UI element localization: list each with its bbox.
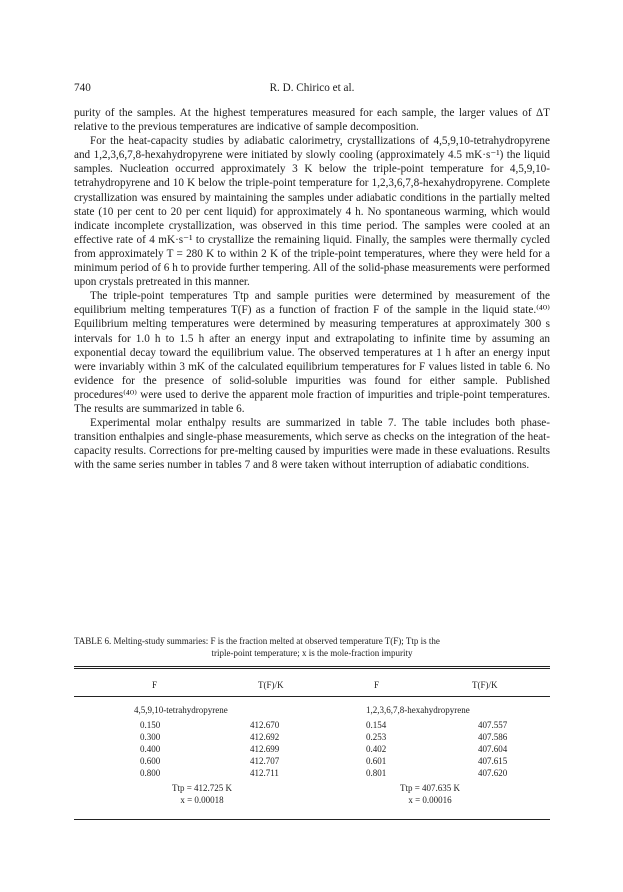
table-cell: 407.620 — [478, 768, 508, 778]
table-caption-line: triple-point temperature; x is the mole-fraction impurity — [211, 647, 413, 658]
table-top-rule — [74, 668, 550, 669]
paragraph: The triple-point temperatures Ttp and sample purities were determined by measurement of the equilibrium melting temperatures T(F) as a function of fraction F of the sample in the liquid state.⁽⁴⁰⁾ Equilibrium melting temperatures were determined by measuring temperatures at approximately 300 s intervals for 1.0 h to 1.5 h after an energy input and extrapolating to infinite time by assuming an exponential decay toward the equilibrium value. The observed temperatures at 1 h after an energy input were invariably within 3 mK of the calculated equilibrium temperatures for F values listed in table 6. No evidence for the presence of solid-soluble impurities was found for either sample. Published procedures⁽⁴⁰⁾ were used to derive the apparent mole fraction of impurities and triple-point temperatures. The results are summarized in table 6. — [74, 290, 550, 415]
triple-point-summary: Ttp = 412.725 K — [171, 783, 233, 793]
table-header-rule — [74, 696, 550, 697]
paragraph: For the heat-capacity studies by adiabatic calorimetry, crystallizations of 4,5,9,10-tetrahydropyrene and 1,2,3,6,7,8-hexahydropyrene were initiated by slowly cooling (approximately 4.5 mK·s⁻¹) the liquid samples. Nucleation occurred approximately 3 K below the triple-point temperature for 4,5,9,10-tetrahydropyrene and 10 K below the triple-point temperature for 1,2,3,6,7,8-hexahydropyrene. Complete crystallization was ensured by maintaining the samples under adiabatic conditions in the partially melted state (10 per cent to 20 per cent liquid) for approximately 4 h. No spontaneous warming, which would indicate incomplete crystallization, was observed in this time period. The samples were cooled at an effective rate of 4 mK·s⁻¹ to crystallize the remaining liquid. Finally, the samples were thermally cycled from approximately T = 280 K to within 2 K of the triple-point temperatures, where they were held for a minimum period of 6 h to provide further tempering. All of the solid-phase measurements were performed upon crystals pretreated in this manner. — [74, 135, 550, 289]
table-cell: 412.707 — [250, 756, 280, 766]
triple-point-summary: Ttp = 407.635 K — [399, 783, 461, 793]
table-cell: 0.601 — [366, 756, 387, 766]
table-cell: 0.800 — [140, 768, 161, 778]
table-cell: 412.692 — [250, 732, 280, 742]
table-bottom-rule — [74, 819, 550, 820]
table-top-rule — [74, 666, 550, 667]
paragraph: purity of the samples. At the highest temperatures measured for each sample, the larger values of ΔT relative to the previous temperatures are indicative of sample decomposition. — [74, 107, 550, 134]
column-header: T(F)/K — [472, 680, 498, 690]
table-cell: 407.557 — [478, 720, 508, 730]
page-header — [74, 82, 550, 98]
compound-title: 1,2,3,6,7,8-hexahydropyrene — [366, 705, 470, 715]
table-cell: 0.150 — [140, 720, 161, 730]
table-cell: 407.604 — [478, 744, 508, 754]
table-cell: 0.600 — [140, 756, 161, 766]
table-cell: 412.670 — [250, 720, 280, 730]
body-text — [74, 106, 550, 472]
paragraph: Experimental molar enthalpy results are summarized in table 7. The table includes both phase-transition enthalpies and single-phase measurements, which serve as checks on the integration of the heat-capacity results. Corrections for pre-melting caused by impurities were made in these evaluations. Results with the same series number in tables 7 and 8 were taken without interruption of adiabatic conditions. — [74, 417, 550, 472]
table-cell: 0.154 — [366, 720, 387, 730]
column-header: F — [152, 680, 158, 690]
column-header: F — [374, 680, 380, 690]
table-cell: 412.711 — [250, 768, 279, 778]
column-header: T(F)/K — [258, 680, 284, 690]
table-cell: 0.402 — [366, 744, 387, 754]
table-cell: 407.615 — [478, 756, 508, 766]
table-cell: 0.300 — [140, 732, 161, 742]
running-head: R. D. Chirico et al. — [269, 82, 355, 94]
compound-title: 4,5,9,10-tetrahydropyrene — [134, 705, 228, 715]
table-caption — [74, 636, 550, 659]
impurity-summary: x = 0.00018 — [180, 795, 224, 805]
table-cell: 0.400 — [140, 744, 161, 754]
table-cell: 412.699 — [250, 744, 280, 754]
table-cell: 0.801 — [366, 768, 387, 778]
table-cell: 407.586 — [478, 732, 508, 742]
impurity-summary: x = 0.00016 — [408, 795, 452, 805]
page-number: 740 — [74, 82, 91, 94]
table-caption-line: TABLE 6. Melting-study summaries: F is the fraction melted at observed temperature T(F); Ttp is the — [74, 636, 440, 646]
table-cell: 0.253 — [366, 732, 387, 742]
